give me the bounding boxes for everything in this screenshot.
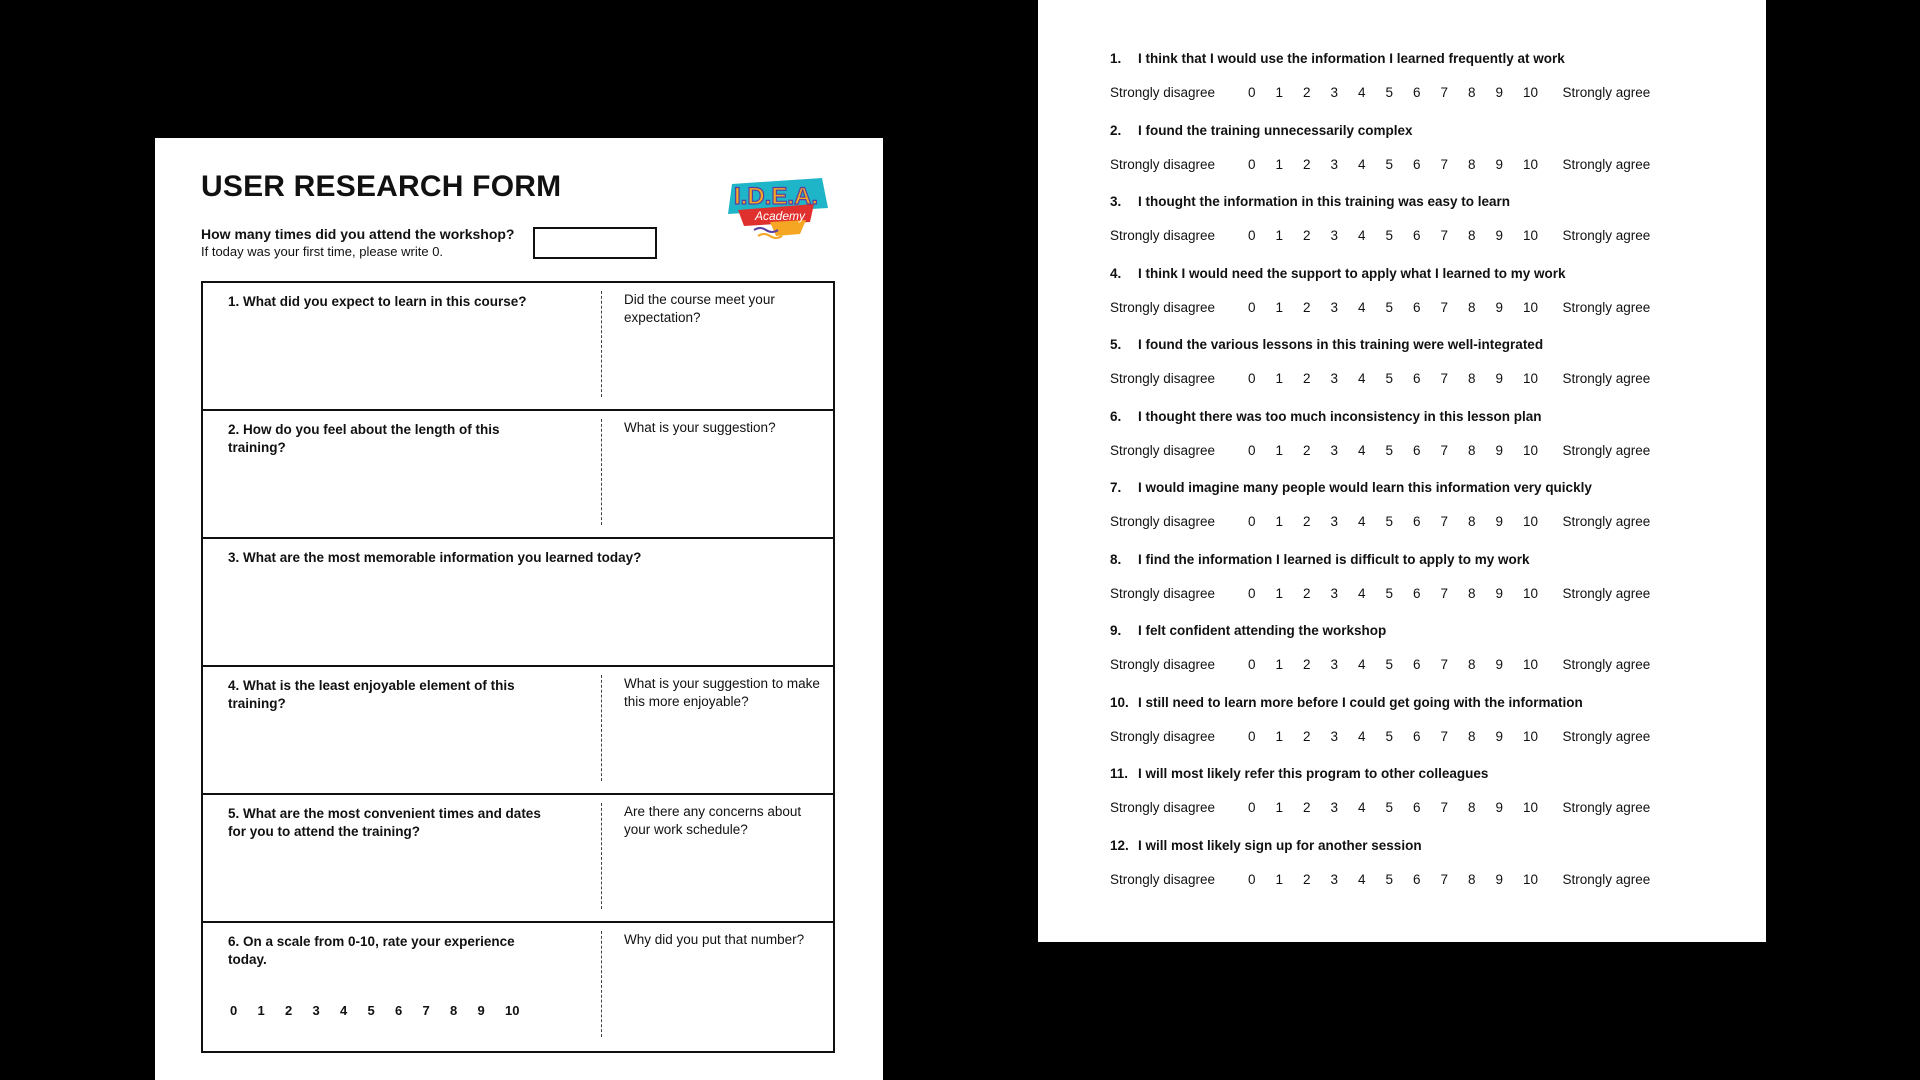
attend-question: How many times did you attend the workshop? [201, 226, 515, 242]
scale-option[interactable]: 2 [1303, 585, 1311, 601]
statement-title [1110, 408, 1730, 426]
survey-statement [1110, 50, 1730, 122]
scale-option[interactable]: 4 [1358, 728, 1366, 744]
scale-high-label: Strongly agree [1562, 156, 1651, 172]
scale-low-label: Strongly disagree [1110, 514, 1216, 529]
scale-option[interactable]: 10 [1523, 800, 1539, 815]
scale-option[interactable]: 0 [1248, 156, 1256, 172]
scale-option[interactable]: 3 [1330, 728, 1339, 744]
scale-option[interactable]: 3 [1330, 514, 1339, 529]
scale-option[interactable]: 10 [1523, 585, 1539, 601]
agreement-scale [1110, 300, 1670, 315]
scale-numbers [1248, 586, 1551, 601]
scale-option[interactable]: 10 [1523, 657, 1539, 672]
scale-option[interactable]: 0 [1248, 800, 1256, 815]
scale-option[interactable]: 7 [1440, 299, 1449, 315]
scale-option[interactable]: 2 [1303, 871, 1311, 887]
scale-numbers [1248, 729, 1551, 744]
scale-numbers [1248, 800, 1551, 815]
scale-option[interactable]: 8 [1468, 585, 1476, 601]
scale-option[interactable]: 8 [1468, 85, 1476, 100]
divider [601, 675, 602, 781]
statement-number: 11. [1110, 766, 1129, 781]
statement-title [1110, 122, 1730, 140]
scale-option[interactable]: 9 [1495, 228, 1504, 243]
divider [601, 419, 602, 525]
statement-text: I think that I would use the information I learned frequently at work [1138, 51, 1565, 66]
scale-option[interactable]: 8 [1468, 299, 1476, 315]
scale-high-label: Strongly agree [1562, 85, 1651, 100]
statement-text: I will most likely refer this program to other colleagues [1138, 766, 1489, 781]
statement-list [1110, 50, 1730, 908]
scale-option[interactable]: 10 [1523, 156, 1539, 172]
scale-option[interactable]: 3 [1330, 371, 1339, 386]
statement-title [1110, 336, 1730, 354]
question-label: 2. How do you feel about the length of this training? [228, 422, 500, 455]
statement-title [1110, 837, 1730, 855]
scale-option[interactable]: 9 [1495, 299, 1504, 315]
scale-option[interactable]: 9 [1495, 442, 1504, 458]
scale-high-label: Strongly agree [1562, 299, 1651, 315]
scale-option[interactable]: 3 [1330, 442, 1339, 458]
scale-option[interactable]: 5 [1385, 585, 1394, 601]
scale-low-label: Strongly disagree [1110, 728, 1216, 744]
scale-option[interactable]: 9 [477, 1003, 485, 1018]
scale-low-label: Strongly disagree [1110, 442, 1216, 458]
scale-low-label: Strongly disagree [1110, 871, 1216, 887]
scale-low-label: Strongly disagree [1110, 299, 1216, 315]
statement-number: 9. [1110, 623, 1122, 638]
scale-option[interactable]: 7 [1440, 442, 1449, 458]
scale-option[interactable]: 6 [1413, 371, 1421, 386]
scale-option[interactable]: 1 [1275, 299, 1284, 315]
scale-option[interactable]: 3 [1330, 228, 1339, 243]
question-label: 3. What are the most memorable information you learned today? [228, 550, 642, 565]
scale-option[interactable]: 5 [1385, 299, 1394, 315]
statement-text: I find the information I learned is difficult to apply to my work [1138, 551, 1530, 567]
scale-numbers [1248, 85, 1551, 100]
scale-option[interactable]: 2 [285, 1003, 293, 1018]
survey-statement [1110, 265, 1730, 337]
scale-option[interactable]: 4 [1358, 442, 1366, 458]
scale-option[interactable]: 3 [1330, 585, 1339, 601]
question-side-prompt: Did the course meet your expectation? [624, 292, 775, 325]
survey-statement [1110, 837, 1730, 909]
statement-text: I will most likely sign up for another session [1138, 837, 1422, 853]
scale-option[interactable]: 4 [1358, 585, 1366, 601]
statement-title [1110, 765, 1730, 783]
scale-option[interactable]: 2 [1303, 657, 1311, 672]
survey-page [1038, 0, 1766, 942]
question-label: 4. What is the least enjoyable element of this training? [228, 678, 515, 711]
scale-option[interactable]: 10 [1523, 442, 1539, 458]
rating-scale [230, 1003, 533, 1018]
scale-option[interactable]: 6 [1413, 156, 1421, 172]
scale-option[interactable]: 7 [1440, 871, 1449, 887]
scale-option[interactable]: 4 [1358, 156, 1366, 172]
agreement-scale [1110, 157, 1670, 172]
scale-option[interactable]: 0 [1248, 728, 1256, 744]
statement-text: I still need to learn more before I could get going with the information [1138, 694, 1583, 710]
scale-option[interactable]: 0 [1248, 228, 1256, 243]
statement-text: I thought the information in this training was easy to learn [1138, 194, 1511, 209]
statement-number: 10. [1110, 694, 1129, 710]
scale-option[interactable]: 6 [1413, 85, 1421, 100]
scale-option[interactable]: 10 [505, 1003, 520, 1018]
scale-option[interactable]: 8 [1468, 371, 1476, 386]
scale-option[interactable]: 2 [1303, 728, 1311, 744]
question-side-prompt: Why did you put that number? [624, 932, 805, 947]
scale-option[interactable]: 9 [1495, 800, 1504, 815]
scale-option[interactable]: 6 [1413, 585, 1421, 601]
scale-option[interactable]: 0 [1248, 299, 1256, 315]
statement-title [1110, 193, 1730, 211]
scale-option[interactable]: 3 [1330, 800, 1339, 815]
scale-option[interactable]: 1 [1275, 228, 1284, 243]
scale-option[interactable]: 6 [1413, 728, 1421, 744]
agreement-scale [1110, 729, 1670, 744]
scale-numbers [1248, 157, 1551, 172]
scale-option[interactable]: 9 [1495, 871, 1504, 887]
attend-hint: If today was your first time, please write 0. [201, 244, 444, 259]
scale-option[interactable]: 8 [1468, 657, 1476, 672]
scale-high-label: Strongly agree [1562, 800, 1651, 815]
statement-number: 7. [1110, 480, 1122, 495]
scale-option[interactable]: 8 [1468, 156, 1476, 172]
scale-option[interactable]: 4 [1358, 871, 1366, 887]
question-row[interactable] [203, 283, 833, 411]
scale-low-label: Strongly disagree [1110, 800, 1216, 815]
scale-option[interactable]: 2 [1303, 442, 1311, 458]
scale-high-label: Strongly agree [1562, 371, 1651, 386]
agreement-scale [1110, 586, 1670, 601]
scale-option[interactable]: 6 [1413, 228, 1421, 243]
scale-low-label: Strongly disagree [1110, 371, 1216, 386]
survey-statement [1110, 551, 1730, 623]
scale-numbers [1248, 443, 1551, 458]
logo-subtext: Academy [754, 209, 806, 223]
scale-option[interactable]: 0 [1248, 657, 1256, 672]
scale-option[interactable]: 1 [1275, 442, 1284, 458]
scale-option[interactable]: 9 [1495, 85, 1504, 100]
scale-option[interactable]: 6 [1413, 514, 1421, 529]
question-side-prompt: What is your suggestion? [624, 420, 776, 435]
scale-option[interactable]: 7 [1440, 800, 1449, 815]
scale-option[interactable]: 2 [1303, 514, 1311, 529]
statement-number: 2. [1110, 122, 1122, 138]
statement-title [1110, 694, 1730, 712]
scale-option[interactable]: 5 [1385, 514, 1394, 529]
attend-count-input[interactable] [533, 227, 657, 259]
scale-option[interactable]: 4 [1358, 85, 1366, 100]
scale-option[interactable]: 9 [1495, 514, 1504, 529]
scale-option[interactable]: 4 [1358, 800, 1366, 815]
scale-option[interactable]: 10 [1523, 299, 1539, 315]
scale-option[interactable]: 0 [1248, 514, 1256, 529]
scale-option[interactable]: 2 [1303, 299, 1311, 315]
scale-option[interactable]: 10 [1523, 85, 1539, 100]
scale-option[interactable]: 0 [230, 1003, 238, 1018]
scale-option[interactable]: 8 [1468, 514, 1476, 529]
survey-statement [1110, 193, 1730, 265]
agreement-scale [1110, 443, 1670, 458]
scale-option[interactable]: 4 [1358, 371, 1366, 386]
scale-numbers [1248, 872, 1551, 887]
scale-option[interactable]: 1 [1275, 871, 1284, 887]
survey-statement [1110, 122, 1730, 194]
statement-number: 1. [1110, 51, 1122, 66]
idea-academy-logo [710, 170, 840, 250]
divider [601, 931, 602, 1037]
scale-option[interactable]: 8 [1468, 800, 1476, 815]
scale-option[interactable]: 9 [1495, 585, 1504, 601]
statement-text: I felt confident attending the workshop [1138, 623, 1387, 638]
scale-option[interactable]: 6 [395, 1003, 403, 1018]
scale-option[interactable]: 5 [1385, 871, 1394, 887]
scale-high-label: Strongly agree [1562, 657, 1651, 672]
question-side-prompt: Are there any concerns about your work schedule? [624, 804, 802, 837]
question-row[interactable] [203, 667, 833, 795]
scale-option[interactable]: 4 [1358, 657, 1366, 672]
scale-numbers [1248, 371, 1551, 386]
scale-high-label: Strongly agree [1562, 228, 1651, 243]
agreement-scale [1110, 228, 1670, 243]
scale-option[interactable]: 9 [1495, 728, 1504, 744]
scale-high-label: Strongly agree [1562, 871, 1651, 887]
scale-option[interactable]: 4 [1358, 228, 1366, 243]
question-side-prompt: What is your suggestion to make this more enjoyable? [624, 676, 820, 709]
scale-option[interactable]: 4 [1358, 299, 1366, 315]
question-label: 5. What are the most convenient times and dates for you to attend the training? [228, 806, 541, 839]
scale-option[interactable]: 0 [1248, 585, 1256, 601]
agreement-scale [1110, 85, 1670, 100]
scale-option[interactable]: 6 [1413, 800, 1421, 815]
scale-option[interactable]: 1 [1275, 371, 1284, 386]
scale-option[interactable]: 7 [1440, 371, 1449, 386]
statement-title [1110, 479, 1730, 497]
scale-option[interactable]: 5 [1385, 800, 1394, 815]
scale-option[interactable]: 3 [1330, 85, 1339, 100]
statement-title [1110, 622, 1730, 640]
scale-option[interactable]: 3 [1330, 657, 1339, 672]
survey-statement [1110, 622, 1730, 694]
question-row[interactable] [203, 539, 833, 667]
scale-option[interactable]: 8 [1468, 728, 1476, 744]
statement-text: I found the training unnecessarily complex [1138, 122, 1413, 138]
scale-option[interactable]: 7 [1440, 657, 1449, 672]
survey-statement [1110, 765, 1730, 837]
scale-option[interactable]: 1 [1275, 85, 1284, 100]
scale-option[interactable]: 0 [1248, 871, 1256, 887]
scale-low-label: Strongly disagree [1110, 228, 1216, 243]
statement-title [1110, 50, 1730, 68]
scale-option[interactable]: 2 [1303, 800, 1311, 815]
divider [601, 291, 602, 397]
scale-option[interactable]: 10 [1523, 728, 1539, 744]
scale-option[interactable]: 8 [450, 1003, 458, 1018]
scale-option[interactable]: 7 [1440, 85, 1449, 100]
agreement-scale [1110, 872, 1670, 887]
form-title: USER RESEARCH FORM [201, 170, 562, 203]
scale-option[interactable]: 7 [1440, 228, 1449, 243]
scale-option[interactable]: 10 [1523, 371, 1539, 386]
scale-low-label: Strongly disagree [1110, 156, 1216, 172]
scale-numbers [1248, 228, 1551, 243]
statement-number: 6. [1110, 408, 1122, 424]
question-row[interactable] [203, 795, 833, 923]
statement-text: I would imagine many people would learn this information very quickly [1138, 480, 1592, 495]
statement-number: 12. [1110, 837, 1129, 853]
survey-statement [1110, 479, 1730, 551]
statement-number: 5. [1110, 337, 1122, 352]
statement-text: I thought there was too much inconsistency in this lesson plan [1138, 408, 1542, 424]
divider [601, 803, 602, 909]
survey-statement [1110, 336, 1730, 408]
scale-option[interactable]: 10 [1523, 514, 1539, 529]
scale-option[interactable]: 9 [1495, 156, 1504, 172]
scale-option[interactable]: 1 [1275, 800, 1284, 815]
scale-option[interactable]: 1 [1275, 156, 1284, 172]
survey-statement [1110, 408, 1730, 480]
scale-option[interactable]: 5 [1385, 156, 1394, 172]
statement-title [1110, 265, 1730, 283]
scale-option[interactable]: 4 [340, 1003, 348, 1018]
scale-option[interactable]: 9 [1495, 657, 1504, 672]
question-row[interactable] [203, 411, 833, 539]
question-table [201, 281, 835, 1053]
scale-option[interactable]: 2 [1303, 156, 1311, 172]
scale-option[interactable]: 2 [1303, 228, 1311, 243]
question-label: 1. What did you expect to learn in this course? [228, 294, 527, 309]
scale-option[interactable]: 2 [1303, 85, 1311, 100]
scale-option[interactable]: 8 [1468, 228, 1476, 243]
statement-number: 4. [1110, 265, 1122, 281]
scale-high-label: Strongly agree [1562, 514, 1651, 529]
scale-low-label: Strongly disagree [1110, 85, 1216, 100]
scale-option[interactable]: 1 [1275, 585, 1284, 601]
scale-option[interactable]: 7 [422, 1003, 430, 1018]
statement-title [1110, 551, 1730, 569]
scale-option[interactable]: 6 [1413, 442, 1421, 458]
question-label: 6. On a scale from 0-10, rate your experience today. [228, 934, 515, 967]
scale-option[interactable]: 5 [1385, 728, 1394, 744]
scale-option[interactable]: 3 [1330, 871, 1339, 887]
scale-option[interactable]: 10 [1523, 871, 1539, 887]
scale-option[interactable]: 7 [1440, 585, 1449, 601]
scale-option[interactable]: 10 [1523, 228, 1539, 243]
scale-option[interactable]: 2 [1303, 371, 1311, 386]
statement-text: I think I would need the support to apply what I learned to my work [1138, 265, 1566, 281]
scale-option[interactable]: 5 [367, 1003, 375, 1018]
scale-option[interactable]: 3 [1330, 156, 1339, 172]
agreement-scale [1110, 514, 1670, 529]
scale-option[interactable]: 5 [1385, 85, 1394, 100]
scale-option[interactable]: 5 [1385, 371, 1394, 386]
scale-option[interactable]: 3 [312, 1003, 320, 1018]
scale-option[interactable]: 7 [1440, 156, 1449, 172]
scale-option[interactable]: 5 [1385, 228, 1394, 243]
scale-option[interactable]: 8 [1468, 442, 1476, 458]
scale-numbers [1248, 657, 1551, 672]
scale-option[interactable]: 8 [1468, 871, 1476, 887]
scale-low-label: Strongly disagree [1110, 585, 1216, 601]
statement-text: I found the various lessons in this training were well-integrated [1138, 337, 1544, 352]
scale-option[interactable]: 0 [1248, 371, 1256, 386]
logo-text: I.D.E.A. [733, 183, 819, 210]
scale-option[interactable]: 5 [1385, 442, 1394, 458]
statement-number: 8. [1110, 551, 1122, 567]
scale-option[interactable]: 6 [1413, 871, 1421, 887]
scale-option[interactable]: 6 [1413, 657, 1421, 672]
scale-low-label: Strongly disagree [1110, 657, 1216, 672]
scale-option[interactable]: 5 [1385, 657, 1394, 672]
scale-option[interactable]: 7 [1440, 728, 1449, 744]
scale-high-label: Strongly agree [1562, 442, 1651, 458]
scale-option[interactable]: 3 [1330, 299, 1339, 315]
scale-numbers [1248, 300, 1551, 315]
research-form-page [155, 138, 883, 1080]
scale-option[interactable]: 9 [1495, 371, 1504, 386]
survey-statement [1110, 694, 1730, 766]
statement-number: 3. [1110, 194, 1122, 209]
scale-option[interactable]: 1 [1275, 657, 1284, 672]
agreement-scale [1110, 800, 1670, 815]
scale-option[interactable]: 1 [257, 1003, 265, 1018]
scale-numbers [1248, 514, 1551, 529]
scale-option[interactable]: 1 [1275, 514, 1284, 529]
scale-high-label: Strongly agree [1562, 728, 1651, 744]
scale-high-label: Strongly agree [1562, 585, 1651, 601]
scale-option[interactable]: 7 [1440, 514, 1449, 529]
question-row[interactable] [203, 923, 833, 1051]
scale-option[interactable]: 1 [1275, 728, 1284, 744]
agreement-scale [1110, 657, 1670, 672]
scale-option[interactable]: 0 [1248, 442, 1256, 458]
scale-option[interactable]: 4 [1358, 514, 1366, 529]
scale-option[interactable]: 0 [1248, 85, 1256, 100]
scale-option[interactable]: 6 [1413, 299, 1421, 315]
agreement-scale [1110, 371, 1670, 386]
